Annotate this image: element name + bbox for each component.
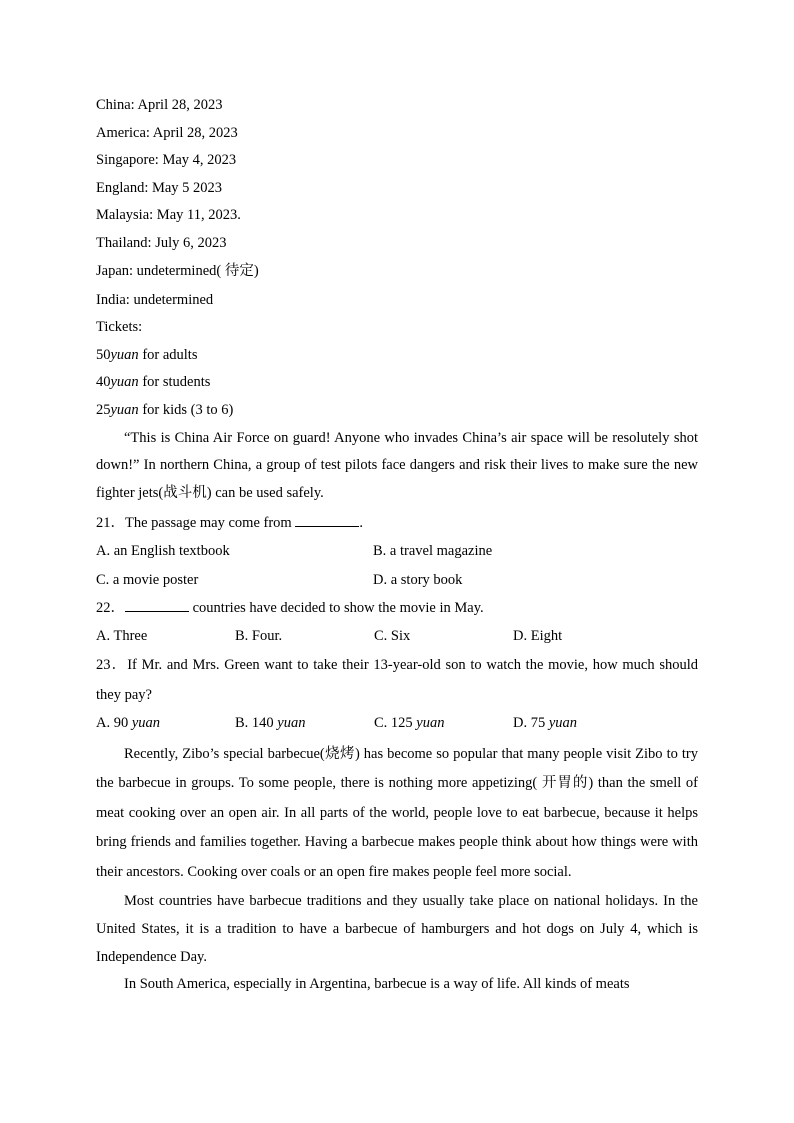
option-label: A. 90 bbox=[96, 715, 132, 732]
tickets-heading: Tickets: bbox=[96, 319, 143, 336]
option-b[interactable] bbox=[235, 710, 374, 738]
question-23-options bbox=[96, 710, 698, 739]
question-22 bbox=[96, 595, 698, 623]
option-d[interactable]: D. a story book bbox=[373, 571, 463, 588]
question-end: . bbox=[359, 515, 363, 532]
question-23 bbox=[96, 651, 698, 710]
question-text: countries have decided to show the movie in May. bbox=[189, 599, 484, 616]
option-c[interactable]: C. Six bbox=[374, 627, 411, 644]
ticket-students bbox=[96, 369, 698, 397]
ticket-desc: for kids (3 to 6) bbox=[138, 401, 234, 418]
release-date-thailand: Thailand: July 6, 2023 bbox=[96, 234, 227, 251]
release-date-england: England: May 5 2023 bbox=[96, 179, 223, 196]
option-label: D. 75 bbox=[513, 715, 549, 732]
question-number: 23． bbox=[96, 657, 128, 673]
passage-air-force: “This is China Air Force on guard! Anyone who invades China’s air space will be resolutely shot down!” In northern China, a group of test pilots face dangers and risk their lives to make sure the new fighter jets(战斗机) can be used safely. bbox=[96, 429, 698, 501]
option-b[interactable]: B. Four. bbox=[235, 627, 283, 644]
release-date-malaysia: Malaysia: May 11, 2023. bbox=[96, 207, 241, 224]
ticket-unit: yuan bbox=[110, 374, 139, 391]
question-21-options-row2 bbox=[96, 566, 698, 595]
option-b[interactable]: B. a travel magazine bbox=[373, 543, 493, 560]
passage-barbecue-p1: Recently, Zibo’s special barbecue(烧烤) has become so popular that many people visit Zibo to try the barbecue in groups. To some people, there is nothing more appetizing( 开胃的) than the smell of meat cooking over an open air. In all parts of the world, people love to eat barbecue, because it helps bring friends and families together. Having a barbecue makes people think about how things were with their ancestors. Cooking over coals or an open fire makes people feel more social. bbox=[96, 745, 698, 880]
ticket-desc: for students bbox=[138, 374, 211, 391]
ticket-amount: 25 bbox=[96, 401, 111, 418]
question-number: 21． bbox=[96, 515, 125, 532]
option-a[interactable]: A. an English textbook bbox=[96, 543, 230, 560]
option-unit: yuan bbox=[416, 715, 445, 732]
question-text: If Mr. and Mrs. Green want to take their 13-year-old son to watch the movie, how much should they pay? bbox=[96, 657, 699, 703]
option-unit: yuan bbox=[548, 715, 578, 732]
release-date-singapore: Singapore: May 4, 2023 bbox=[96, 152, 237, 169]
ticket-desc: for adults bbox=[138, 346, 198, 363]
document-page bbox=[96, 92, 698, 999]
option-c[interactable] bbox=[374, 710, 513, 738]
ticket-unit: yuan bbox=[110, 401, 139, 418]
release-dates bbox=[96, 92, 698, 314]
option-a[interactable]: A. Three bbox=[96, 627, 148, 644]
option-d[interactable] bbox=[513, 710, 652, 738]
ticket-kids bbox=[96, 397, 698, 425]
passage-barbecue-p3: In South America, especially in Argentina, barbecue is a way of life. All kinds of meats bbox=[124, 976, 630, 993]
release-date-india: India: undetermined bbox=[96, 291, 214, 308]
option-c[interactable]: C. a movie poster bbox=[96, 571, 199, 588]
question-21-options-row1 bbox=[96, 538, 698, 567]
question-22-options bbox=[96, 623, 698, 652]
ticket-amount: 40 bbox=[96, 374, 111, 391]
option-unit: yuan bbox=[277, 715, 306, 732]
passage-barbecue-p2: Most countries have barbecue traditions and they usually take place on national holidays. In the United States, it is a tradition to have a barbecue of hamburgers and hot dogs on July 4, which is Independence Day. bbox=[96, 893, 698, 965]
ticket-adults bbox=[96, 342, 698, 370]
question-number: 22． bbox=[96, 599, 125, 616]
release-date-china: China: April 28, 2023 bbox=[96, 97, 223, 113]
option-label: C. 125 bbox=[374, 715, 417, 732]
answer-blank[interactable] bbox=[295, 512, 359, 527]
option-unit: yuan bbox=[131, 715, 161, 732]
option-d[interactable]: D. Eight bbox=[513, 627, 563, 644]
option-label: B. 140 bbox=[235, 715, 278, 732]
tickets-section bbox=[96, 314, 698, 424]
question-21 bbox=[96, 510, 698, 538]
option-a[interactable] bbox=[96, 710, 235, 738]
question-text: The passage may come from bbox=[125, 515, 296, 532]
ticket-amount: 50 bbox=[96, 346, 111, 363]
answer-blank[interactable] bbox=[125, 597, 189, 612]
release-date-japan: Japan: undetermined( 待定) bbox=[96, 262, 259, 279]
release-date-america: America: April 28, 2023 bbox=[96, 124, 238, 141]
ticket-unit: yuan bbox=[110, 346, 139, 363]
